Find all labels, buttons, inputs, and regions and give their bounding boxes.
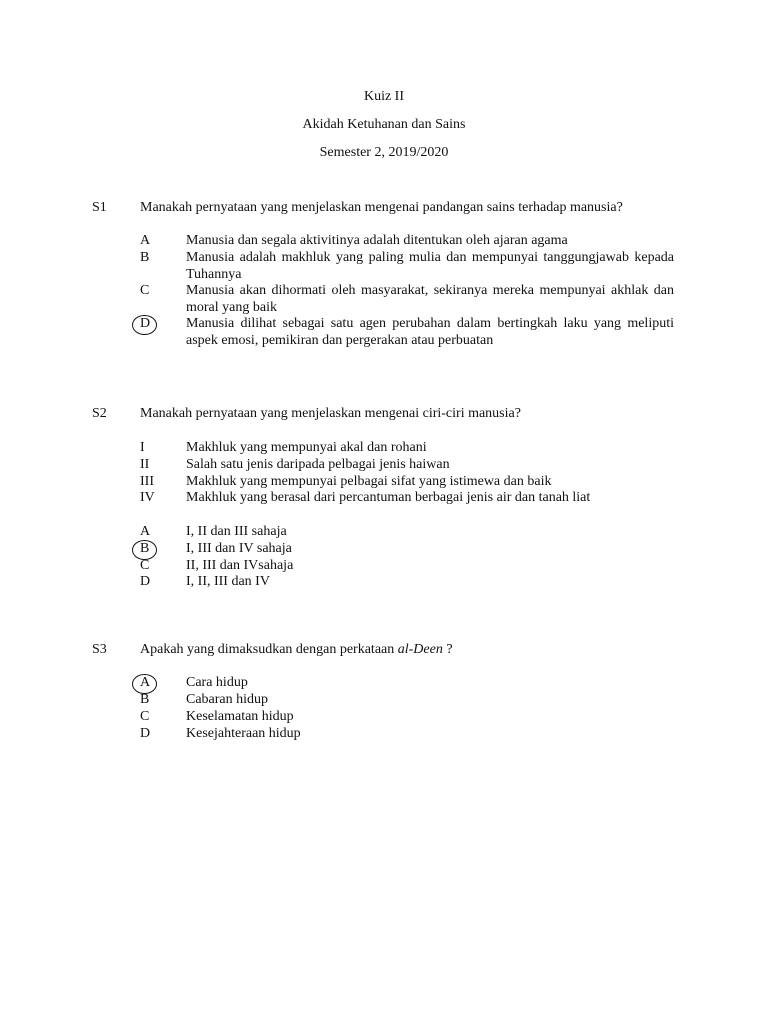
statement-label: I xyxy=(140,440,145,455)
quiz-title: Kuiz II xyxy=(363,89,405,104)
question-text-italic: al-Deen xyxy=(397,642,443,657)
question-text xyxy=(140,642,680,659)
option-label: B xyxy=(140,250,150,265)
option-label: C xyxy=(140,283,150,298)
option-text: Manusia adalah makhluk yang paling mulia dan mempunyai tanggungjawab kepada Tuhannya xyxy=(186,250,674,282)
option-label: A xyxy=(140,233,151,248)
statement-label: II xyxy=(140,457,150,472)
option-text: Cara hidup xyxy=(186,675,248,690)
option-text: II, III dan IVsahaja xyxy=(186,558,294,573)
option-text: Kesejahteraan hidup xyxy=(186,726,301,741)
statement-text: Makhluk yang mempunyai akal dan rohani xyxy=(186,440,427,455)
statement-text: Salah satu jenis daripada pelbagai jenis haiwan xyxy=(186,457,450,472)
question-number: S2 xyxy=(92,406,107,421)
option-label: A xyxy=(140,524,151,539)
option-text: Keselamatan hidup xyxy=(186,709,294,724)
statement-text: Makhluk yang mempunyai pelbagai sifat yang istimewa dan baik xyxy=(186,474,552,489)
option-text: Manusia akan dihormati oleh masyarakat, sekiranya mereka mempunyai akhlak dan moral yang baik xyxy=(186,283,674,315)
option-label-circled: B xyxy=(140,541,184,558)
subject-title: Akidah Ketuhanan dan Sains xyxy=(302,117,466,132)
statement-text: Makhluk yang berasal dari percantuman berbagai jenis air dan tanah liat xyxy=(186,490,591,505)
option-text: Manusia dilihat sebagai satu agen perubahan dalam bertingkah laku yang meliputi aspek emosi, pemikiran dan pergerakan atau perbuatan xyxy=(186,316,674,348)
option-text: I, II, III dan IV xyxy=(186,574,270,589)
option-label: D xyxy=(140,726,151,741)
option-text: I, III dan IV sahaja xyxy=(186,541,292,556)
statement-label: IV xyxy=(140,490,155,505)
option-text: Manusia dan segala aktivitinya adalah ditentukan oleh ajaran agama xyxy=(186,233,568,248)
option-label-circled: A xyxy=(140,675,184,692)
option-label: C xyxy=(140,558,150,573)
option-label: C xyxy=(140,709,150,724)
option-label: D xyxy=(140,574,151,589)
option-label-circled: D xyxy=(140,316,184,333)
question-number: S1 xyxy=(92,200,107,215)
question-text-part: ? xyxy=(442,642,453,657)
statement-label: III xyxy=(140,474,154,489)
question-text: Manakah pernyataan yang menjelaskan mengenai ciri-ciri manusia? xyxy=(140,406,521,421)
question-text-part: Apakah yang dimaksudkan dengan perkataan xyxy=(140,642,398,657)
question-number: S3 xyxy=(92,642,107,657)
question-text: Manakah pernyataan yang menjelaskan mengenai pandangan sains terhadap manusia? xyxy=(140,200,623,215)
option-text: I, II dan III sahaja xyxy=(186,524,287,539)
option-label: B xyxy=(140,692,150,707)
option-text: Cabaran hidup xyxy=(186,692,269,707)
semester-label: Semester 2, 2019/2020 xyxy=(319,145,449,160)
